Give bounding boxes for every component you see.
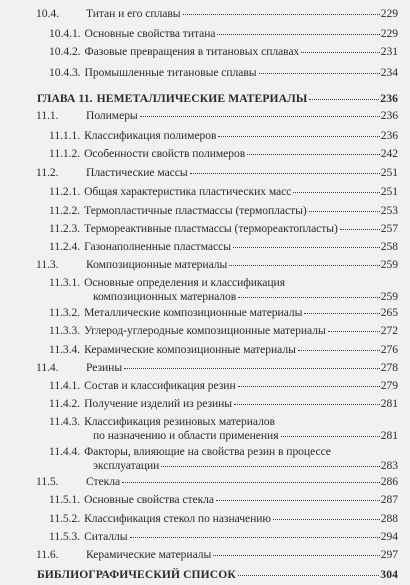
entry-number: 10.4. [36, 7, 59, 20]
entry-title-line-1: Основные определения и классификация [84, 276, 285, 289]
entry-title: Особенности свойств полимеров [84, 147, 246, 160]
entry-number: 11.4. [36, 361, 59, 374]
dot-leader [218, 136, 379, 137]
dot-leader [229, 265, 380, 266]
dot-leader [293, 192, 379, 193]
entry-number: 11.3. [36, 258, 59, 271]
toc-subsection-entry[interactable] [49, 379, 398, 393]
dot-leader [259, 73, 380, 74]
dot-leader [122, 482, 380, 483]
dot-leader [190, 173, 380, 174]
dot-leader [238, 297, 380, 298]
page-number: 272 [380, 324, 398, 337]
toc-subsection-entry[interactable] [49, 147, 398, 161]
entry-title: Полимеры [86, 109, 138, 122]
toc-subsection-entry[interactable] [49, 306, 398, 320]
page-number: 253 [380, 204, 398, 217]
entry-number: 11.1.1. [49, 129, 81, 142]
page-number: 257 [380, 222, 398, 235]
dot-leader [183, 14, 380, 15]
page-number: 294 [380, 530, 398, 543]
page-number: 279 [380, 379, 398, 392]
entry-number: 11.4.2. [49, 397, 81, 410]
toc-subsection-entry[interactable] [49, 415, 398, 443]
toc-subsection-entry[interactable] [49, 530, 398, 544]
toc-subsection-entry[interactable] [49, 129, 398, 143]
entry-title: композиционных материалов [93, 290, 237, 303]
entry-number: 10.4.1. [49, 27, 81, 40]
entry-title: Классификация стекол по назначению [84, 512, 272, 525]
entry-title: по назначению и области применения [93, 429, 279, 442]
entry-number: 11.1.2. [49, 147, 81, 160]
entry-title: БИБЛИОГРАФИЧЕСКИЙ СПИСОК [37, 568, 236, 581]
page-number: 286 [380, 475, 398, 488]
entry-number: 11.3.1. [49, 276, 81, 289]
page-number: 236 [380, 129, 398, 142]
entry-title: эксплуатации [93, 459, 160, 472]
dot-leader [328, 331, 380, 332]
toc-section-entry[interactable] [36, 258, 398, 272]
entry-title-line-1: Факторы, влияющие на свойства резин в процессе [84, 445, 331, 458]
entry-title: Термопластичные пластмассы (термопласты) [84, 204, 307, 217]
page-number: 229 [380, 27, 398, 40]
entry-title: Основные свойства титана [84, 27, 216, 40]
page-number: 234 [380, 66, 398, 79]
dot-leader [124, 368, 380, 369]
page-number: 278 [380, 361, 398, 374]
entry-number: 10.4.2. [49, 45, 81, 58]
entry-title: Классификация полимеров [84, 129, 217, 142]
page-number: 281 [380, 429, 398, 442]
toc-subsection-entry[interactable] [49, 27, 398, 41]
entry-number: 11.2.1. [49, 185, 81, 198]
entry-number: 11.2.3. [49, 222, 81, 235]
entry-title: Углерод-углеродные композиционные материалы [84, 324, 326, 337]
page-number: 281 [380, 397, 398, 410]
entry-title: Керамические материалы [86, 548, 212, 561]
dot-leader [309, 211, 380, 212]
entry-number: 11.1. [36, 109, 59, 122]
entry-title: Ситаллы [84, 530, 128, 543]
entry-title: Композиционные материалы [86, 258, 228, 271]
entry-number: 11.5.3. [49, 530, 81, 543]
entry-title: Промышленные титановые сплавы [84, 66, 257, 79]
entry-title: Резины [86, 361, 123, 374]
page-number: 287 [380, 493, 398, 506]
dot-leader [234, 404, 380, 405]
dot-leader [216, 500, 380, 501]
dot-leader [161, 466, 379, 467]
entry-number: 11.5. [36, 475, 59, 488]
dot-leader [301, 52, 379, 53]
dot-leader [233, 247, 380, 248]
entry-title: Металлические композиционные материалы [84, 306, 303, 319]
entry-title: Фазовые превращения в титановых сплавах [84, 45, 300, 58]
entry-number: 11.3.4. [49, 343, 81, 356]
page-number: 276 [380, 343, 398, 356]
toc-subsection-entry[interactable] [49, 240, 398, 254]
toc-subsection-entry[interactable] [49, 276, 398, 304]
page-number: 283 [380, 459, 398, 472]
toc-section-entry[interactable] [36, 475, 398, 489]
page-number: 265 [380, 306, 398, 319]
page-number: 304 [380, 568, 398, 581]
entry-number: 11.6. [36, 548, 59, 561]
dot-leader [130, 537, 380, 538]
toc-section-entry[interactable] [36, 361, 398, 375]
entry-number: 11.3.3. [49, 324, 81, 337]
page-number: 259 [380, 290, 398, 303]
dot-leader [304, 313, 379, 314]
dot-leader [238, 575, 379, 576]
entry-title: НЕМЕТАЛЛИЧЕСКИЕ МАТЕРИАЛЫ [96, 92, 308, 105]
toc-subsection-entry[interactable] [49, 445, 398, 473]
entry-title: Основные свойства стекла [84, 493, 214, 506]
dot-leader [273, 519, 380, 520]
entry-title: Получение изделий из резины [84, 397, 233, 410]
toc-subsection-entry[interactable] [49, 222, 398, 236]
entry-number: 11.3.2. [49, 306, 81, 319]
entry-number: 11.2. [36, 166, 59, 179]
entry-title: Титан и его сплавы [86, 7, 181, 20]
toc-subsection-entry[interactable] [49, 493, 398, 507]
entry-number: 11.4.4. [49, 445, 81, 458]
page-number: 231 [380, 45, 398, 58]
toc-subsection-entry[interactable] [49, 185, 398, 199]
entry-title: Пластические массы [86, 166, 188, 179]
toc-subsection-entry[interactable] [49, 204, 398, 218]
toc-subsection-entry[interactable] [49, 45, 398, 59]
toc-subsection-entry[interactable] [49, 512, 398, 526]
entry-number: 11.5.2. [49, 512, 81, 525]
toc-section-entry[interactable] [36, 166, 398, 180]
entry-number: 11.4.3. [49, 415, 81, 428]
page-number: 251 [380, 185, 398, 198]
page-number: 297 [380, 548, 398, 561]
dot-leader [238, 386, 380, 387]
dot-leader [281, 436, 380, 437]
dot-leader [217, 34, 379, 35]
page-number: 288 [380, 512, 398, 525]
entry-title: Термореактивные пластмассы (термореактопласты) [84, 222, 338, 235]
entry-title: Состав и классификация резин [84, 379, 236, 392]
toc-subsection-entry[interactable] [49, 66, 398, 80]
dot-leader [247, 154, 380, 155]
toc-section-entry[interactable] [36, 7, 398, 21]
dot-leader [140, 116, 380, 117]
entry-number: 11.2.2. [49, 204, 81, 217]
entry-title-line-1: Классификация резиновых материалов [84, 415, 275, 428]
dot-leader [298, 350, 380, 351]
dot-leader [213, 555, 379, 556]
entry-number: 11.2.4. [49, 240, 81, 253]
entry-title: Общая характеристика пластических масс [84, 185, 292, 198]
toc-section-entry[interactable] [36, 109, 398, 123]
page-number: 259 [380, 258, 398, 271]
toc-section-entry[interactable] [36, 548, 398, 562]
page-number: 236 [380, 109, 398, 122]
entry-number: ГЛАВА 11. [37, 92, 93, 105]
toc-subsection-entry[interactable] [49, 397, 398, 411]
toc-chapter-entry[interactable] [37, 568, 398, 582]
page-number: 258 [380, 240, 398, 253]
entry-title: Стекла [86, 475, 121, 488]
page-number: 236 [380, 92, 398, 105]
entry-title: Керамические композиционные материалы [84, 343, 296, 356]
toc-subsection-entry[interactable] [49, 343, 398, 357]
toc-chapter-entry[interactable] [37, 92, 398, 106]
entry-number: 10.4.3. [49, 66, 81, 79]
page-number: 229 [380, 7, 398, 20]
entry-number: 11.5.1. [49, 493, 81, 506]
toc-subsection-entry[interactable] [49, 324, 398, 338]
entry-number: 11.4.1. [49, 379, 81, 392]
entry-title: Газонаполненные пластмассы [84, 240, 231, 253]
page-number: 242 [380, 147, 398, 160]
page-number: 251 [380, 166, 398, 179]
dot-leader [309, 99, 379, 100]
dot-leader [340, 229, 380, 230]
